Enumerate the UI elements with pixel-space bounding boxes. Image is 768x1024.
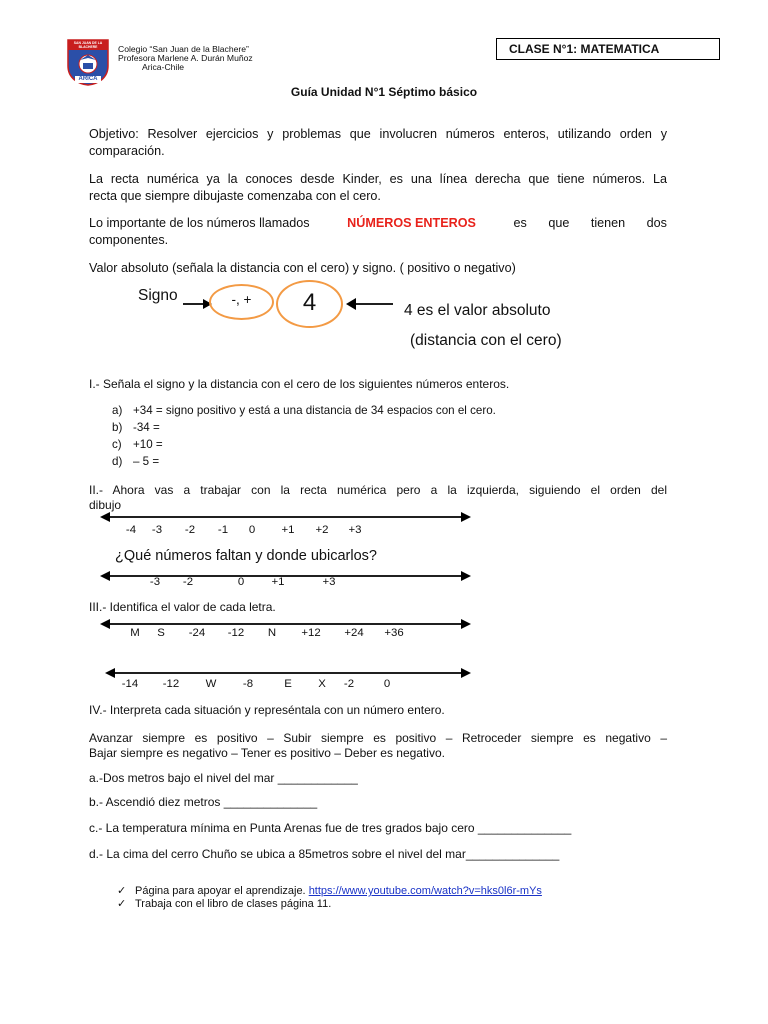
arrow-left-head (100, 571, 110, 581)
footer-bullet-2 (117, 898, 331, 910)
number-line-label: -4 (125, 524, 137, 536)
number-line-label: +1 (271, 576, 285, 588)
number-line-label: -3 (151, 524, 163, 536)
section-1-heading: I.- Señala el signo y la distancia con el cero de los siguientes números enteros. (89, 377, 510, 391)
number-line-label: 0 (237, 576, 245, 588)
section-1-item-text: – 5 = (133, 455, 160, 468)
section-4-item-a: a.-Dos metros bajo el nivel del mar ____________ (89, 771, 358, 785)
importante-post: es que tienen dos (513, 216, 667, 230)
arrow-right-head (461, 571, 471, 581)
section-4-rules-line-1: Avanzar siempre es positivo – Subir siempre es positivo – Retroceder siempre es negativo – (89, 731, 667, 745)
page-title: Guía Unidad N°1 Séptimo básico (290, 85, 478, 99)
number-line-label: M (130, 627, 140, 639)
section-1-item-label: d) (112, 455, 123, 468)
importante-pre: Lo importante de los números llamados (89, 216, 310, 230)
arrow-right-head (461, 619, 471, 629)
distancia-label: (distancia con el cero) (410, 332, 562, 349)
importante-line-2: componentes. (89, 233, 169, 247)
section-1-item (112, 421, 160, 435)
number-line-label: X (318, 678, 326, 690)
section-1-item-label: b) (112, 421, 123, 434)
footer-bullet-2-text: Trabaja con el libro de clases página 11. (135, 898, 332, 910)
number-line-label: W (205, 678, 217, 690)
number-line-label: -14 (121, 678, 139, 690)
valor-absoluto-line: Valor absoluto (señala la distancia con el cero) y signo. ( positivo o negativo) (89, 261, 516, 275)
section-1-item-text: -34 = (133, 421, 160, 434)
check-icon: ✓ (117, 898, 127, 910)
arrow-left-head (100, 619, 110, 629)
sign-oval (209, 284, 274, 320)
section-1-item-text: +34 = signo positivo y está a una distancia de 34 espacios con el cero. (133, 404, 496, 417)
number-line-label: +2 (315, 524, 329, 536)
number-line-label: +24 (344, 627, 364, 639)
number-line-label: +36 (384, 627, 404, 639)
signo-label: Signo (138, 287, 178, 304)
number-line-label: -2 (343, 678, 355, 690)
logo-top-text: SAN JUAN DE LA BLACHERE (73, 41, 103, 49)
section-2-heading-line-2: dibujo (89, 498, 122, 512)
section-1-item-label: c) (112, 438, 122, 451)
number-line-label: -12 (162, 678, 180, 690)
recta-line-1: La recta numérica ya la conoces desde Kinder, es una línea derecha que tiene números. La (89, 172, 667, 186)
clase-title-box: CLASE N°1: MATEMATICA (496, 38, 720, 60)
section-4-heading: IV.- Interpreta cada situación y represéntala con un número entero. (89, 703, 445, 717)
number-line-label: S (157, 627, 165, 639)
logo-bottom-text: ARICA (78, 76, 98, 82)
footer-bullet-1-text: Página para apoyar el aprendizaje. (135, 885, 306, 897)
section-4-item-b: b.- Ascendió diez metros ______________ (89, 795, 318, 809)
recta-line-2: recta que siempre dibujaste comenzaba con el cero. (89, 189, 381, 203)
number-oval (276, 280, 343, 328)
school-line-3: Arica-Chile (142, 62, 185, 72)
number-line-label: -2 (184, 524, 196, 536)
school-logo (66, 38, 110, 86)
footer-bullet-1 (117, 885, 542, 897)
number-line-label: +12 (301, 627, 321, 639)
number-line-label: -3 (149, 576, 161, 588)
arrow-right-head (461, 668, 471, 678)
number-line-label: +1 (281, 524, 295, 536)
objetivo-line-2: comparación. (89, 144, 165, 158)
numeros-enteros-highlight: NÚMEROS ENTEROS (347, 216, 476, 230)
section-1-item (112, 404, 496, 418)
importante-line-1 (89, 215, 667, 232)
number-line-label: -8 (242, 678, 254, 690)
number-line-label: 0 (383, 678, 391, 690)
section-2-question: ¿Qué números faltan y donde ubicarlos? (115, 548, 377, 564)
number-oval-text: 4 (302, 289, 317, 316)
section-3-heading: III.- Identifica el valor de cada letra. (89, 600, 276, 614)
section-1-item-label: a) (112, 404, 123, 417)
objetivo-line-1: Objetivo: Resolver ejercicios y problemas que involucren números enteros, utilizando orden y (89, 127, 667, 141)
number-line-label: -24 (188, 627, 206, 639)
number-line-label: 0 (248, 524, 256, 536)
section-1-item (112, 438, 163, 452)
signo-arrow (183, 299, 212, 309)
school-line-1: Colegio “San Juan de la Blachere” (118, 44, 249, 54)
section-4-item-d: d.- La cima del cerro Chuño se ubica a 85metros sobre el nivel del mar______________ (89, 847, 560, 861)
section-4-item-c: c.- La temperatura mínima en Punta Arenas fue de tres grados bajo cero ______________ (89, 821, 572, 835)
section-1-item-text: +10 = (133, 438, 163, 451)
youtube-link[interactable]: https://www.youtube.com/watch?v=hks0l6r-mYs (308, 885, 542, 897)
section-1-item (112, 455, 159, 469)
school-line-2: Profesora Marlene A. Durán Muñoz (118, 53, 253, 63)
number-line-label: N (267, 627, 277, 639)
number-line-label: -2 (182, 576, 194, 588)
sign-oval-text: -, + (231, 292, 252, 307)
valor-absoluto-arrow (346, 298, 393, 310)
number-line-label: -1 (217, 524, 229, 536)
section-2-heading-line-1: II.- Ahora vas a trabajar con la recta numérica pero a la izquierda, siguiendo el orden del (89, 483, 667, 497)
section-4-rules-line-2: Bajar siempre es negativo – Tener es positivo – Deber es negativo. (89, 746, 445, 760)
valor-absoluto-label: 4 es el valor absoluto (404, 302, 551, 319)
number-line-label: -12 (227, 627, 245, 639)
arrow-left-head (105, 668, 115, 678)
number-line-label: +3 (348, 524, 362, 536)
number-line-label: +3 (322, 576, 336, 588)
check-icon: ✓ (117, 885, 127, 897)
number-line-label: E (284, 678, 292, 690)
